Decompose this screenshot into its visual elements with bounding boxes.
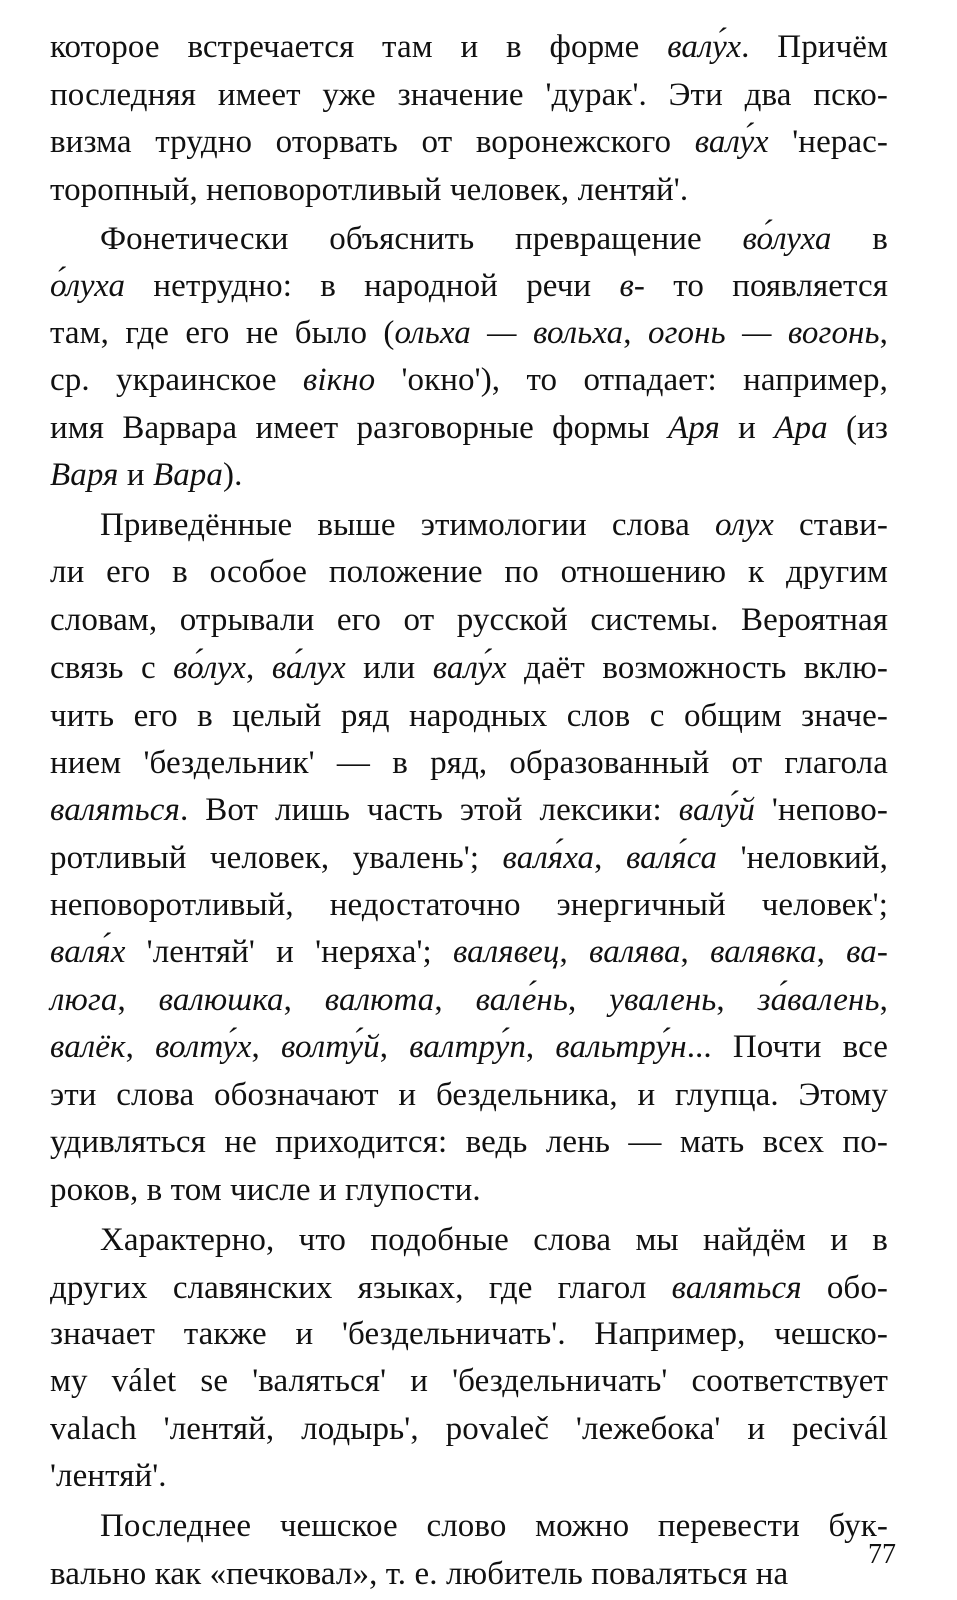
text-line [50, 24, 888, 70]
text-run: ... Почти все [686, 1029, 889, 1065]
text-line [50, 72, 888, 118]
text-line [100, 216, 888, 262]
text-run: valach 'лентяй, лодырь', povaleč 'лежебока' и pecivál [50, 1411, 888, 1447]
text-line [50, 1551, 888, 1597]
text-run: , [117, 982, 159, 1018]
italic-word: Вара [152, 457, 223, 493]
italic-word: ольха — вольха [394, 315, 624, 351]
text-line [50, 1406, 888, 1452]
italic-word: Варя [50, 457, 119, 493]
text-run: и [118, 457, 153, 493]
italic-word: увалень [609, 982, 717, 1018]
text-run: , [816, 934, 847, 970]
text-run: неповоротливый, недостаточно энергичный человек'; [50, 887, 888, 923]
text-run: нием 'бездельник' — в ряд, образованный от глагола [50, 745, 888, 781]
italic-word: валя́ха [502, 840, 595, 876]
text-run: имя Варвара имеет разговорные формы [50, 410, 668, 446]
text-line [50, 452, 888, 498]
text-line [50, 693, 888, 739]
text-run: , [525, 1029, 556, 1065]
text-run: му válet se 'валяться' и 'бездельничать' соответствует [50, 1363, 888, 1399]
text-line [50, 977, 888, 1023]
text-line [50, 1311, 888, 1357]
text-run: визма трудно оторвать от воронежского [50, 124, 695, 160]
text-line [50, 1453, 888, 1499]
text-run: вально как «печковал», т. е. любитель поваляться на [50, 1556, 789, 1592]
italic-word: люга [50, 982, 118, 1018]
italic-word: валу́х [694, 124, 769, 160]
text-run: стави- [773, 507, 888, 543]
italic-word: волту́х [155, 1029, 252, 1065]
italic-word: валтру́п [409, 1029, 526, 1065]
italic-word: валяться [671, 1270, 802, 1306]
italic-word: вальтру́н [555, 1029, 687, 1065]
text-run: , [879, 982, 888, 1018]
text-line [50, 357, 888, 403]
text-run: 'непово- [754, 792, 888, 828]
text-run: значает также и 'бездельничать'. Например, чешско- [50, 1316, 888, 1352]
text-run: 'нерас- [768, 124, 888, 160]
text-run: 'неловкий, [717, 840, 888, 876]
text-run: 'лентяй' и 'неряха'; [125, 934, 453, 970]
italic-word: валя́х [50, 934, 126, 970]
text-run: , [623, 315, 648, 351]
text-run: удивляться не приходится: ведь лень — мать всех по- [50, 1124, 888, 1160]
italic-word: валя́са [625, 840, 718, 876]
text-run: , [251, 1029, 281, 1065]
text-run: торопный, неповоротливый человек, лентяй'. [50, 172, 689, 208]
italic-word: во́луха [742, 221, 832, 257]
italic-word: о́луха [50, 268, 126, 304]
text-run: (из [827, 410, 888, 446]
text-line [50, 167, 888, 213]
text-line [50, 929, 888, 975]
page-number: 77 [868, 1539, 896, 1570]
italic-word: Ара [774, 410, 828, 446]
italic-word: вікно [302, 362, 376, 398]
italic-word: за́валень [757, 982, 880, 1018]
italic-word: валюта [324, 982, 435, 1018]
text-run: , [680, 934, 711, 970]
text-run: роков, в том числе и глупости. [50, 1172, 481, 1208]
text-run: словам, отрывали его от русской системы. Вероятная [50, 602, 888, 638]
text-run: , [716, 982, 758, 1018]
text-run: 'окно'), то отпадает: например, [375, 362, 889, 398]
text-run: , [879, 315, 888, 351]
text-run: других славянских языках, где глагол [50, 1270, 672, 1306]
italic-word: в- [619, 268, 645, 304]
text-line [50, 119, 888, 165]
text-line [50, 597, 888, 643]
italic-word: Аря [667, 410, 720, 446]
italic-word: во́лух [173, 650, 247, 686]
italic-word: валу́х [667, 29, 742, 65]
text-line [100, 1503, 888, 1549]
text-run: ). [223, 457, 243, 493]
text-run: , [594, 840, 626, 876]
text-run: нетрудно: в народной речи [125, 268, 620, 304]
italic-word: валяться [50, 792, 180, 828]
text-line [50, 740, 888, 786]
text-run: обо- [801, 1270, 889, 1306]
text-line [50, 1265, 888, 1311]
text-run: там, где его не было ( [50, 315, 395, 351]
text-run: , [283, 982, 325, 1018]
text-run: . Причём [741, 29, 888, 65]
text-line [50, 310, 888, 356]
text-run: ср. украинское [50, 362, 303, 398]
text-line [50, 1167, 888, 1213]
text-line [50, 1119, 888, 1165]
italic-word: валюшка [158, 982, 284, 1018]
text-run: Характерно, что подобные слова мы найдём и в [100, 1222, 888, 1258]
text-line [50, 1358, 888, 1404]
text-run: , [125, 1029, 156, 1065]
text-line [50, 787, 888, 833]
text-run: ли его в особое положение по отношению к другим [50, 554, 888, 590]
text-line [50, 1072, 888, 1118]
text-run: эти слова обозначают и бездельника, и глупца. Этому [50, 1077, 888, 1113]
text-run: Фонетически объяснить превращение [100, 221, 743, 257]
text-line [50, 835, 888, 881]
text-run: ротливый человек, увалень'; [50, 840, 503, 876]
text-run: или [345, 650, 433, 686]
text-line [50, 549, 888, 595]
text-run: и [719, 410, 775, 446]
text-line [100, 1217, 888, 1263]
text-line [50, 645, 888, 691]
text-run: , [559, 934, 590, 970]
text-line [50, 405, 888, 451]
text-run: чить его в целый ряд народных слов с общим значе- [50, 698, 888, 734]
italic-word: валёк [50, 1029, 126, 1065]
text-run: то появляется [644, 268, 889, 304]
italic-word: валява [589, 934, 681, 970]
text-run: последняя имеет уже значение 'дурак'. Эти два пско- [50, 77, 888, 113]
text-run: связь с [50, 650, 174, 686]
italic-word: ва́лух [271, 650, 346, 686]
text-line [50, 263, 888, 309]
italic-word: ва- [846, 934, 888, 970]
italic-word: валявец [452, 934, 560, 970]
text-run: Приведённые выше этимологии слова [100, 507, 715, 543]
italic-word: валявка [710, 934, 817, 970]
text-line [100, 502, 888, 548]
text-line [50, 1024, 888, 1070]
italic-word: олух [714, 507, 774, 543]
text-run: . Вот лишь часть этой лексики: [179, 792, 679, 828]
text-run: в [831, 221, 888, 257]
text-line [50, 882, 888, 928]
text-run: которое встречается там и в форме [50, 29, 668, 65]
italic-word: вале́нь [475, 982, 569, 1018]
text-run: Последнее чешское слово можно перевести бук- [100, 1508, 888, 1544]
italic-word: огонь — вогонь [647, 315, 880, 351]
italic-word: валу́й [678, 792, 755, 828]
italic-word: валу́х [432, 650, 507, 686]
italic-word: волту́й [280, 1029, 380, 1065]
text-run: даёт возможность вклю- [506, 650, 888, 686]
text-run: , [434, 982, 476, 1018]
text-run: , [379, 1029, 410, 1065]
text-run: , [568, 982, 610, 1018]
text-run: , [246, 650, 272, 686]
text-run: 'лентяй'. [50, 1458, 167, 1494]
